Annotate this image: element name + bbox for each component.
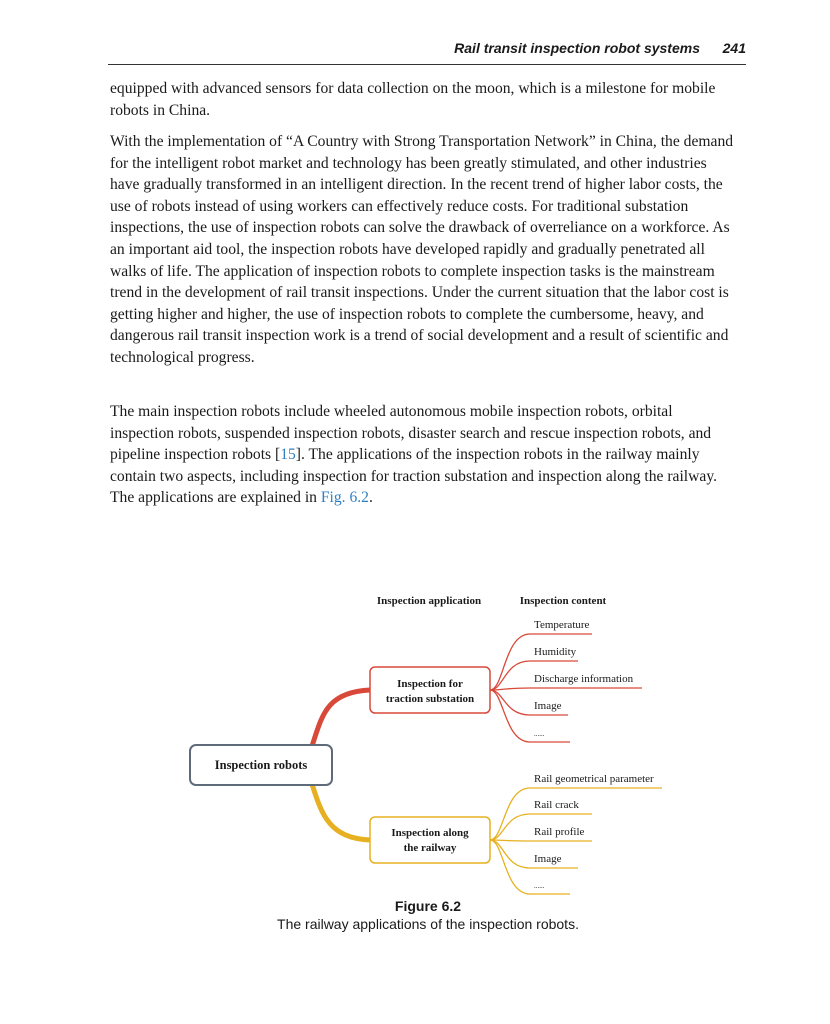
paragraph-3-text-a: The main inspection robots include wheeled autonomous mobile inspection robots, orbital inspection robots, suspended inspection robots, disaster search and rescue inspection robots, and pipeline inspection robots [	[110, 403, 712, 464]
running-header-title: Rail transit inspection robot systems	[454, 40, 700, 56]
branch-label-line1: Inspection along	[391, 827, 469, 839]
branch-label-line2: the railway	[403, 842, 457, 854]
figure-caption-text: The railway applications of the inspection robots.	[277, 916, 579, 932]
leaf-item-label: Rail crack	[534, 799, 579, 811]
leaf-item-label: Temperature	[534, 619, 590, 631]
figure-caption-label: Figure 6.2	[394, 898, 462, 914]
column-header-content: Inspection content	[519, 595, 607, 607]
paragraph-2: With the implementation of “A Country with Strong Transportation Network” in China, the demand for the intelligent robot market and technology has been greatly stimulated, and other industries have gradually transformed in an intelligent direction. In the recent trend of higher labor costs, the use of robots instead of using workers can effectively reduce costs. For traditional substation inspections, the use of inspection robots can solve the drawback of overreliance on a workforce. As an important aid tool, the inspection robots have developed rapidly and gradually penetrated all walks of life. The application of inspection robots to complete inspection tasks is the mainstream trend in the development of rail transit inspections. Under the current situation that the labor cost is getting higher and higher, the use of inspection robots to complete the cumbersome, heavy, and dangerous rail transit inspection work is a trend of social development and a result of scientific and technological progress.	[110, 133, 734, 366]
leaf-group	[490, 773, 662, 894]
leaf-item-label: Rail profile	[534, 826, 585, 838]
leaf-item-label: Rail geometrical parameter	[534, 773, 654, 785]
paragraph-3-text-c: .	[368, 489, 373, 507]
leaf-connector	[490, 840, 592, 841]
paragraph-3	[110, 401, 738, 509]
branch-label-line2: traction substation	[385, 693, 475, 705]
branch-traction-substation	[370, 619, 642, 742]
paragraph-1: equipped with advanced sensors for data collection on the moon, which is a milestone for mobile robots in China.	[110, 80, 716, 119]
connector-to-traction-substation	[312, 690, 370, 746]
leaf-group	[490, 619, 642, 742]
leaf-item-label: Humidity	[534, 646, 577, 658]
branch-node-box	[370, 817, 490, 863]
figure-6-2	[0, 580, 830, 910]
leaf-item-label: Image	[534, 853, 562, 865]
root-node-label: Inspection robots	[214, 758, 308, 772]
figure-reference-link[interactable]: Fig. 6.2	[320, 489, 369, 507]
page-number: 241	[722, 40, 746, 56]
branch-label-line1: Inspection for	[397, 678, 463, 690]
leaf-item-label: Discharge information	[534, 673, 634, 685]
column-header-application: Inspection application	[376, 595, 482, 607]
leaf-item-label: Image	[534, 700, 562, 712]
leaf-item-label: ......	[534, 730, 545, 738]
header-rule	[108, 64, 746, 65]
connector-to-along-railway	[312, 784, 370, 840]
leaf-connector	[490, 688, 642, 690]
paragraph-3-text-b: ]. The applications of the inspection robots in the railway mainly contain two aspects, including inspection for traction substation and inspection along the railway. The applications are explained in	[110, 446, 717, 507]
leaf-item-label: ......	[534, 882, 545, 890]
branch-node-box	[370, 667, 490, 713]
mind-map-diagram	[0, 580, 830, 910]
citation-link[interactable]: 15	[280, 446, 296, 464]
branch-along-railway	[370, 773, 662, 894]
